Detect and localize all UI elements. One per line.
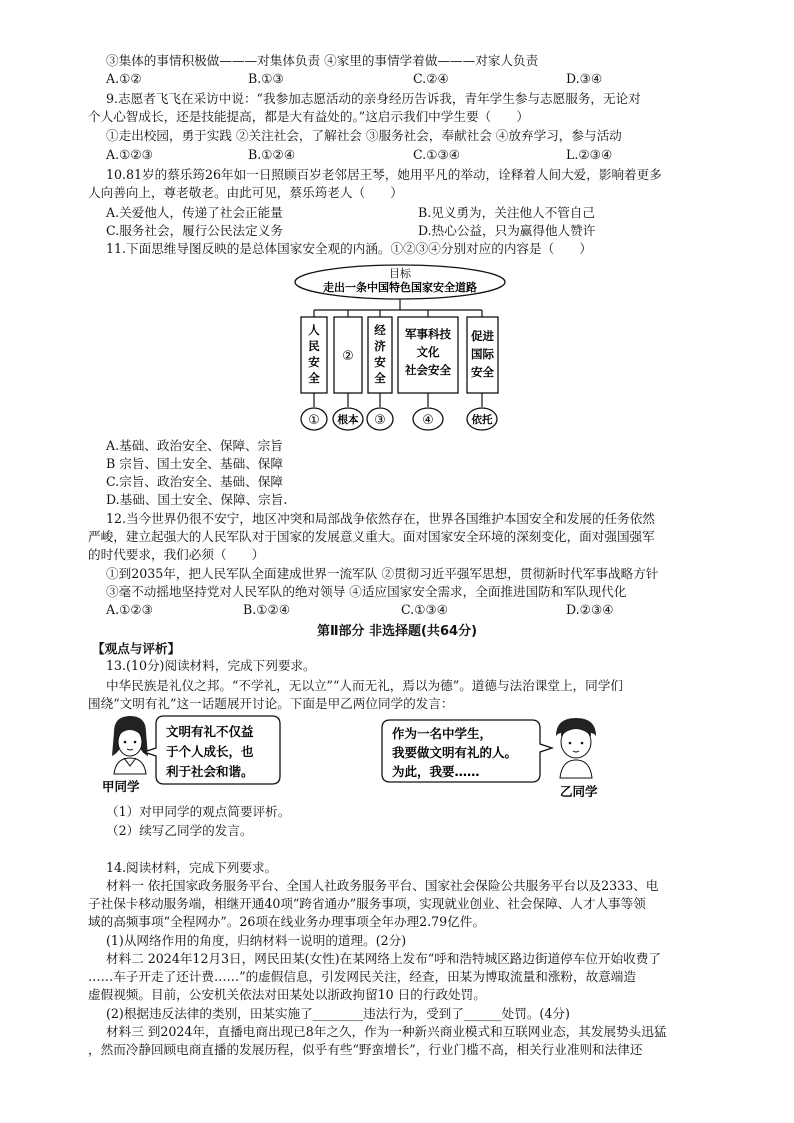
yi-speech-line: 为此，我要…… <box>392 764 480 779</box>
q12-statements-1: ①到2035年，把人民军队全面建成世界一流军队 ②贯彻习近平强军思想，贯彻新时代军事战略方针 <box>106 566 659 581</box>
pillar-text: 促进 <box>471 329 494 343</box>
q8-option-b: B.①③ <box>248 71 284 86</box>
q14-material2-1: 材料二 2024年12月3日，网民田某(女性)在某网络上发布“呼和浩特城区路边街道停车位开始收费了 <box>106 951 661 966</box>
q8-statements: ③集体的事情积极做———对集体负责 ④家里的事情学着做———对家人负责 <box>106 53 539 68</box>
pillar-text: 文化 <box>416 345 440 359</box>
bottom-text: ① <box>308 413 320 428</box>
pillar-text: 济 <box>374 339 386 353</box>
bottom-text: ④ <box>422 413 434 428</box>
q9-stem-1: 9.志愿者飞飞在采访中说：“我参加志愿活动的亲身经历告诉我，青年学生参与志愿服务，无论对 <box>106 91 641 106</box>
pillar-text: 安全 <box>471 365 494 379</box>
q11-option-a: A.基础、政治安全、保障、宗旨 <box>106 438 283 453</box>
q12-option-c: C.①③④ <box>401 602 449 617</box>
q13-material-2: 围绕“文明有礼”这一话题展开讨论。下面是甲乙两位同学的发言： <box>88 696 454 711</box>
q14-stem: 14.阅读材料，完成下列要求。 <box>106 860 278 875</box>
yi-label: 乙同学 <box>560 784 598 799</box>
dialogue-illustration <box>100 712 620 806</box>
pillar-text: ② <box>342 349 354 364</box>
boy-figure <box>556 718 596 778</box>
bottom-text: 依托 <box>471 414 493 426</box>
q14-material2-3: 虚假视频。目前，公安机关依法对田某处以浙政拘留10 日的行政处罚。 <box>88 987 486 1002</box>
q13-task-1: （1）对甲同学的观点简要评析。 <box>106 804 291 819</box>
bottom-text: 根本 <box>337 414 359 426</box>
jia-speech-line: 文明有礼不仅益 <box>166 724 254 739</box>
q13-stem: 13.(10分)阅读材料，完成下列要求。 <box>106 658 316 673</box>
q12-stem-2: 严峻，建立起强大的人民军队对于国家的发展意义重大。面对国家安全环境的深刻变化，面对强国强军 <box>88 529 655 544</box>
q8-option-a: A.①② <box>106 71 142 86</box>
pillar-text: 全 <box>374 371 386 385</box>
goal-label: 目标 <box>389 267 411 280</box>
yi-speech-line: 我要做文明有礼的人。 <box>392 745 518 760</box>
q13-material-1: 中华民族是礼仪之邦。“不学礼，无以立”“人而无礼，焉以为德”。道德与法治课堂上，同学们 <box>106 678 623 693</box>
q8-option-d: D.③④ <box>566 71 603 86</box>
security-mindmap <box>290 262 510 434</box>
q14-task-1: (1)从网络作用的角度，归纳材料一说明的道理。(2分) <box>106 933 407 948</box>
q9-statements: ①走出校园，勇于实践 ②关注社会，了解社会 ③服务社会，奉献社会 ④放弃学习，参与活动 <box>106 128 622 143</box>
q12-option-a: A.①②③ <box>106 602 153 617</box>
q10-option-a: A.关爱他人，传递了社会正能量 <box>106 205 283 220</box>
q12-stem-1: 12.当今世界仍很不安宁，地区冲突和局部战争依然存在，世界各国维护本国安全和发展的任务依然 <box>106 511 655 526</box>
q14-material1-3: 域的高频事项“全程网办”。26项在线业务办理事项全年办理2.79亿件。 <box>88 914 485 929</box>
goal-text: 走出一条中国特色国家安全道路 <box>323 281 477 294</box>
pillar-text: 人 <box>308 323 320 337</box>
q13-task-2: （2）续写乙同学的发言。 <box>106 823 253 838</box>
pillar-text: 国际 <box>471 347 494 361</box>
q11-option-c: C.宗旨、政治安全、基础、保障 <box>106 474 283 489</box>
q10-option-d: D.热心公益，只为赢得他人赞许 <box>418 223 596 238</box>
jia-label: 甲同学 <box>102 779 140 794</box>
section-heading: 【观点与评析】 <box>92 641 181 656</box>
q12-statements-2: ③毫不动摇地坚持党对人民军队的绝对领导 ④适应国家安全需求，全面推进国防和军队现代化 <box>106 584 627 599</box>
jia-speech-line: 于个人成长，也 <box>166 744 254 759</box>
q11-option-d: D.基础、国土安全、保障、宗旨. <box>106 492 288 507</box>
q9-option-d: L.②③④ <box>566 147 613 162</box>
bottom-text: ③ <box>374 413 386 428</box>
q9-stem-2: 个人心智成长，还是技能提高，都是大有益处的。”这启示我们中学生要（ ） <box>88 109 529 124</box>
q10-option-c: C.服务社会，履行公民法定义务 <box>106 223 283 238</box>
q14-material3-1: 材料三 到2024年，直播电商出现已8年之久，作为一种新兴商业模式和互联网业态，其发展势头迅猛 <box>106 1024 667 1039</box>
q12-option-d: D.②③④ <box>566 602 614 617</box>
q10-option-b: B.见义勇为，关注他人不管自己 <box>418 205 595 220</box>
pillar-text: 经 <box>374 323 386 337</box>
q12-option-b: B.①②④ <box>243 602 291 617</box>
q10-stem-2: 人向善向上，尊老敬老。由此可见，蔡乐筠老人（ ） <box>88 185 403 200</box>
girl-figure <box>112 716 148 774</box>
q10-stem-1: 10.81岁的蔡乐筠26年如一日照顾百岁老邻居王琴，她用平凡的举动，诠释着人间大爱，影响着更多 <box>106 167 662 182</box>
q8-option-c: C.②④ <box>413 71 449 86</box>
pillar-text: 军事科技 <box>405 327 451 341</box>
q14-material1-1: 材料一 依托国家政务服务平台、全国人社政务服务平台、国家社会保险公共服务平台以及2333、电 <box>106 878 659 893</box>
pillar-text: 安 <box>308 355 320 369</box>
pillar-text: 安 <box>374 355 386 369</box>
pillar-text: 社会安全 <box>405 363 451 377</box>
pillar-text: 全 <box>308 371 320 385</box>
q14-material1-2: 子社保卡移动服务端，相继开通40项“跨省通办”服务事项，实现就业创业、社会保障、人才人事等领 <box>88 896 646 911</box>
pillar-text: 民 <box>308 339 320 353</box>
q9-option-c: C.①③④ <box>413 147 461 162</box>
part-two-heading: 第Ⅱ部分 非选择题(共64分) <box>316 624 478 639</box>
q14-task-2: (2)根据违反法律的类别，田某实施了________违法行为，受到了______处罚。(4分) <box>106 1006 570 1021</box>
yi-speech-line: 作为一名中学生， <box>392 726 493 741</box>
q14-material3-2: ，然而冷静回顾电商直播的发展历程，似乎有些“野蛮增长”，行业门槛不高，相关行业准则和法律还 <box>88 1042 643 1057</box>
q14-material2-2: ……车子开走了还计费……”的虚假信息，引发网民关注，经查，田某为博取流量和涨粉，故意端造 <box>88 969 636 984</box>
jia-speech-line: 利于社会和谐。 <box>166 764 254 779</box>
q12-stem-3: 的时代要求，我们必须（ ） <box>88 547 265 562</box>
q9-option-b: B.①②④ <box>248 147 296 162</box>
q11-option-b: B 宗旨、国土安全、基础、保障 <box>106 456 283 471</box>
q11-stem: 11.下面思维导图反映的是总体国家安全观的内涵。①②③④分别对应的内容是（ ） <box>106 241 592 256</box>
q9-option-a: A.①②③ <box>106 147 153 162</box>
